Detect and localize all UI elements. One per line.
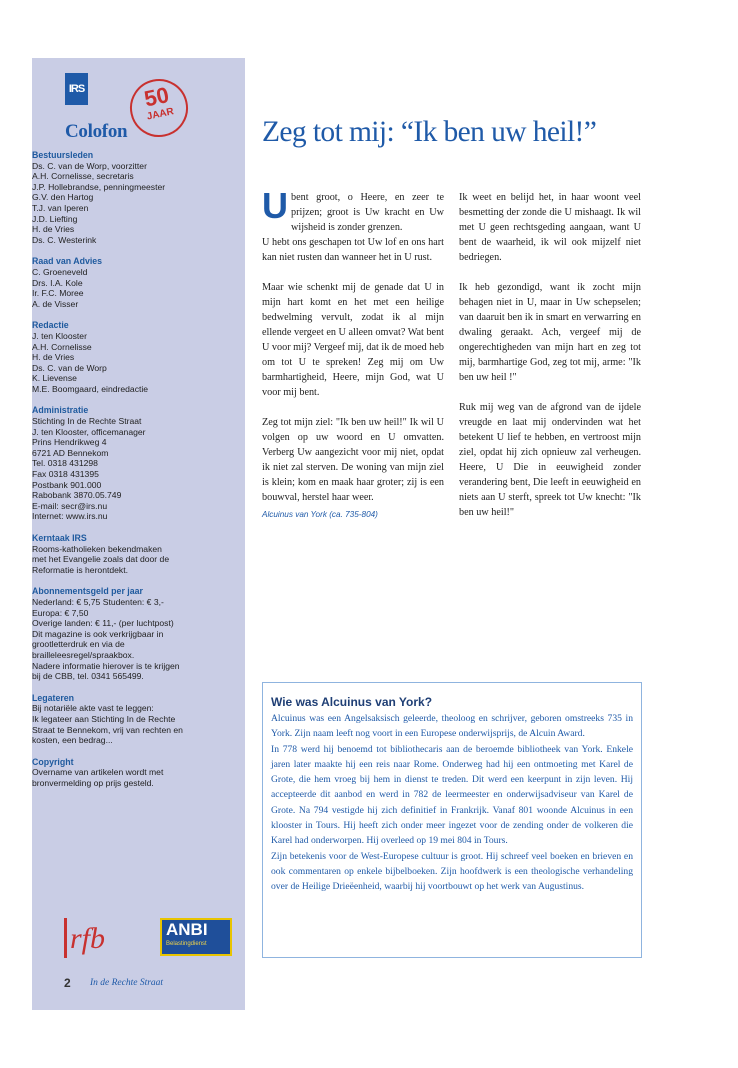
- colofon-section: [32, 586, 232, 681]
- colofon-line: Ik legateer aan Stichting In de Rechte: [32, 713, 176, 724]
- colofon-line: C. Groeneveld: [32, 266, 88, 277]
- colofon-line: H. de Vries: [32, 224, 75, 235]
- colofon-heading: Kerntaak IRS: [32, 533, 87, 543]
- colofon-line: Ds. C. van de Worp, voorzitter: [32, 160, 147, 171]
- colofon-line: Reformatie is herontdekt.: [32, 564, 129, 575]
- colofon-line: Nadere informatie hierover is te krijgen: [32, 660, 180, 671]
- colofon-line: A. de Visser: [32, 298, 79, 309]
- colofon-heading: Copyright: [32, 756, 74, 767]
- colofon-line: T.J. van Iperen: [32, 202, 89, 213]
- publication-name: In de Rechte Straat: [90, 978, 164, 988]
- colofon-line: Ir. F.C. Moree: [32, 288, 84, 299]
- anbi-text: ANBI: [166, 920, 208, 939]
- colofon-line: Overname van artikelen wordt met: [32, 767, 164, 778]
- colofon-section: [32, 693, 232, 746]
- sponsor-logos: [64, 910, 244, 968]
- colofon-section: [32, 405, 232, 522]
- anbi-logo: [160, 918, 232, 956]
- colofon-line: A.H. Cornelisse, secretaris: [32, 171, 134, 182]
- info-paragraph: In 778 werd hij benoemd tot bibliothecaris aan de beroemde bibliotheek van York. Enkele jaren later maakte hij een reis naar Rome. Onderweg had hij een ontmoeting met Karel de Grote, die hem vroeg bij hem in dienst te treden. Dit werd een keerpunt in zijn leven. Hij accepteerde dit aanbod en werd in 782 de leermeester en onderwijsadviseur van Karel de Grote. Na 794 vestigde hij zich definitief in Frankrijk. Vanaf 801 woonde Alcuinus in een klooster in Tours. Hij heeft zich onder meer ingezet voor de zending onder de volkeren die Karel had onderworpen. Hij overleed op 19 mei 804 in Tours.: [271, 743, 633, 847]
- colofon-heading: Administratie: [32, 405, 89, 416]
- colofon-heading: Bestuursleden: [32, 150, 94, 160]
- colofon-line: J.D. Liefting: [32, 213, 78, 224]
- article-text: bent groot, o Heere, en zeer te prijzen; groot is Uw kracht en Uw wijsheid is zonder grenzen.: [291, 192, 444, 233]
- article-paragraph: Ik heb gezondigd, want ik zocht mijn behagen niet in U, maar in Uw schepselen; van daaruit ben ik in smart en verwarring en dwaling geraakt. Ach, vergeef mij de ongerechtigheden van mijn hart en zeg tot mij, barmhartige God, zeg tot mij, arme: "Ik ben uw heil !": [459, 282, 641, 383]
- colofon-sections: [32, 150, 232, 799]
- colofon-line: kosten, een bedrag...: [32, 735, 113, 746]
- colofon-line: H. de Vries: [32, 352, 75, 363]
- irs-logo: IRS: [65, 73, 88, 105]
- colofon-line: Drs. I.A. Kole: [32, 277, 83, 288]
- colofon-line: Tel. 0318 431298: [32, 458, 98, 469]
- colofon-line: J.P. Hollebrandse, penningmeester: [32, 181, 166, 192]
- colofon-line: J. ten Klooster: [32, 330, 87, 341]
- article-paragraph: Ik weet en belijd het, in haar woont veel besmetting der zonde die U mishaagt. Ik wil met U geen rechtsgeding aangaan, want U bent de waarheid, ik wil ook mijzelf niet bedriegen.: [459, 192, 641, 263]
- colofon-heading: Abonnementsgeld per jaar: [32, 586, 143, 597]
- rfb-text: rfb: [70, 922, 106, 955]
- page-number: 2: [64, 976, 71, 990]
- article-column-2: [459, 190, 641, 535]
- article-paragraph: Maar wie schenkt mij de genade dat U in mijn hart komt en het met een heilige bedwelming vervult, zodat ik al mijn ellende vergeet en U alleen omvat? Wat bent U voor mij? Vergeef mij, dat ik de moed heb om tot U te spreken! Zeg mij om Uw barmhartigheid, Heere, mijn God, wat U voor mij bent.: [262, 282, 444, 398]
- colofon-heading: Legateren: [32, 692, 75, 703]
- colofon-line: J. ten Klooster, officemanager: [32, 426, 146, 437]
- colofon-line: bronvermelding op prijs gesteld.: [32, 777, 154, 788]
- info-box-title: Wie was Alcuinus van York?: [271, 695, 433, 709]
- info-paragraph: Zijn betekenis voor de West-Europese cultuur is groot. Hij schreef veel boeken en brieven en ook commentaren op enkele bijbelboeken. Zijn hoofdwerk is een theologische verhandeling over de Heilige Drieëenheid, waarbij hij voortbouwt op het werk van Augustinus.: [271, 850, 633, 893]
- article-attribution: Alcuinus van York (ca. 735-804): [262, 510, 378, 519]
- colofon-line: brailleleesregel/spraakbox.: [32, 649, 135, 660]
- article-text: U hebt ons geschapen tot Uw lof en ons hart kan niet rusten dan wanneer het in U rust.: [262, 237, 444, 263]
- colofon-line: Europa: € 7,50: [32, 607, 89, 618]
- colofon-line: Ds. C. Westerink: [32, 234, 97, 245]
- article-paragraph: Zeg tot mijn ziel: "Ik ben uw heil!" Ik wil U volgen op uw woord en U omvatten. Verberg Uw aangezicht voor mij niet, opdat ik niet zal sterven. De woning van mijn ziel is klein; kom en maak haar groter; zij is een bouwval, herstel haar weer.: [262, 417, 444, 503]
- colofon-line: E-mail: secr@irs.nu: [32, 500, 108, 511]
- article-title: Zeg tot mij: “Ik ben uw heil!”: [262, 116, 597, 148]
- colofon-line: Dit magazine is ook verkrijgbaar in: [32, 628, 164, 639]
- colofon-line: Stichting In de Rechte Straat: [32, 416, 142, 427]
- colofon-line: M.E. Boomgaard, eindredactie: [32, 383, 149, 394]
- info-paragraph: Alcuinus was een Angelsaksisch geleerde, theoloog en schrijver, geboren omstreeks 735 in York. Zijn naam leeft nog voort in een Europese onderwijsprijs, de Alcuin Award.: [271, 713, 633, 740]
- colofon-title: Colofon: [65, 121, 128, 142]
- colofon-section: [32, 320, 232, 394]
- colofon-section: [32, 150, 232, 245]
- colofon-line: A.H. Cornelisse: [32, 341, 92, 352]
- colofon-line: met het Evangelie zoals dat door de: [32, 554, 170, 565]
- colofon-heading: Raad van Advies: [32, 256, 103, 267]
- anbi-subtext: Belastingdienst: [166, 941, 207, 947]
- colofon-line: Internet: www.irs.nu: [32, 511, 108, 522]
- info-box-body: [271, 711, 633, 895]
- colofon-line: K. Lievense: [32, 373, 77, 384]
- colofon-line: Rabobank 3870.05.749: [32, 490, 122, 501]
- colofon-line: 6721 AD Bennekom: [32, 447, 109, 458]
- colofon-line: bij de CBB, tel. 0341 565499.: [32, 671, 144, 682]
- info-box: [262, 682, 642, 958]
- badge-number: 50: [142, 81, 172, 112]
- colofon-line: G.V. den Hartog: [32, 192, 94, 203]
- colofon-line: Overige landen: € 11,- (per luchtpost): [32, 618, 174, 629]
- colofon-line: Nederland: € 5,75 Studenten: € 3,-: [32, 596, 164, 607]
- colofon-heading: Redactie: [32, 320, 69, 331]
- drop-cap: U: [262, 185, 288, 226]
- rfb-logo: [64, 912, 124, 966]
- colofon-line: Straat te Bennekom, vrij van rechten en: [32, 724, 183, 735]
- colofon-section: [32, 256, 232, 309]
- badge-word: JAAR: [145, 106, 175, 123]
- article-paragraph: Ruk mij weg van de afgrond van de ijdele vreugde en laat mij ondervinden wat het betekent U lief te hebben, en vertroost mijn ziel, opdat hij zich opnieuw zal verheugen. Heere, U Die in eeuwigheid zonder verandering bent, Die leeft in eeuwigheid en niets aan U sterft, spreek tot Uw knecht: "Ik ben uw heil!": [459, 402, 641, 518]
- colofon-section: [32, 533, 232, 575]
- article-paragraph: [262, 185, 444, 265]
- colofon-line: grootletterdruk en via de: [32, 639, 125, 650]
- colofon-line: Postbank 901.000: [32, 479, 102, 490]
- colofon-line: Fax 0318 431395: [32, 469, 99, 480]
- colofon-line: Rooms-katholieken bekendmaken: [32, 543, 162, 554]
- colofon-line: Prins Hendrikweg 4: [32, 437, 107, 448]
- colofon-line: Ds. C. van de Worp: [32, 362, 107, 373]
- article-column-1: [262, 185, 444, 522]
- colofon-line: Bij notariële akte vast te leggen:: [32, 703, 154, 714]
- colofon-section: [32, 757, 232, 789]
